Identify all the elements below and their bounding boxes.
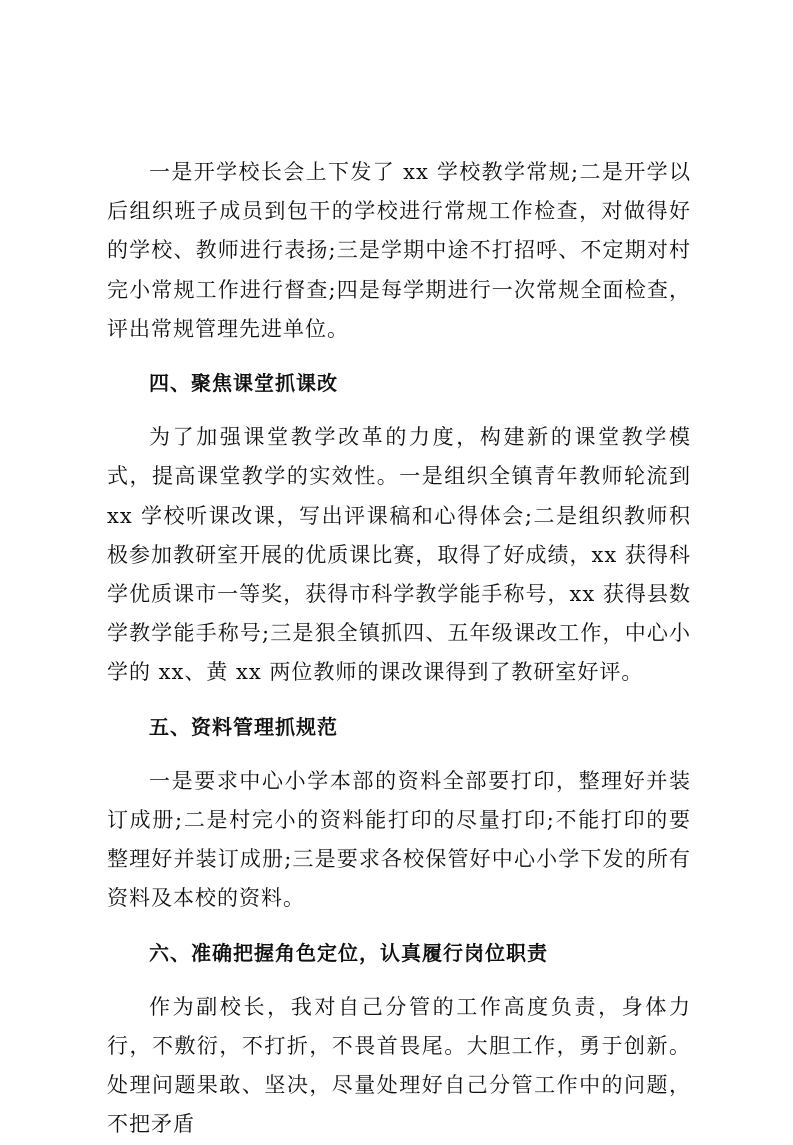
paragraph-role-duties: 作为副校长，我对自己分管的工作高度负责，身体力行，不敷衍，不打折，不畏首畏尾。大胆工作，勇于创新。处理问题果敢、坚决，尽量处理好自己分管工作中的问题，不把矛盾 [107,994,691,1137]
heading-classroom-reform: 四、聚焦课堂抓课改 [149,371,338,396]
document-page [107,153,691,1145]
paragraph-document-management: 一是要求中心小学本部的资料全部要打印，整理好并装订成册;二是村完小的资料能打印的尽量打印;不能打印的要整理好并装订成册;三是要求各校保管好中心小学下发的所有资料及本校的资料。 [107,768,691,911]
paragraph-routine-inspection: 一是开学校长会上下发了 xx 学校教学常规;二是开学以后组织班子成员到包干的学校进行常规工作检查，对做得好的学校、教师进行表扬;三是学期中途不打招呼、不定期对村完小常规工作进行督查;四是每学期进行一次常规全面检查，评出常规管理先进单位。 [107,160,691,341]
heading-role-duties: 六、准确把握角色定位，认真履行岗位职责 [149,940,548,965]
heading-document-management: 五、资料管理抓规范 [149,714,338,739]
paragraph-classroom-reform: 为了加强课堂教学改革的力度，构建新的课堂教学模式，提高课堂教学的实效性。一是组织全镇青年教师轮流到 xx 学校听课改课，写出评课稿和心得体会;二是组织教师积极参加教研室开展的优质课比赛，取得了好成绩，xx 获得科学优质课市一等奖，获得市科学教学能手称号，xx 获得县数学教学能手称号;三是狠全镇抓四、五年级课改工作，中心小学的 xx、黄 xx 两位教师的课改课得到了教研室好评。 [107,425,691,685]
